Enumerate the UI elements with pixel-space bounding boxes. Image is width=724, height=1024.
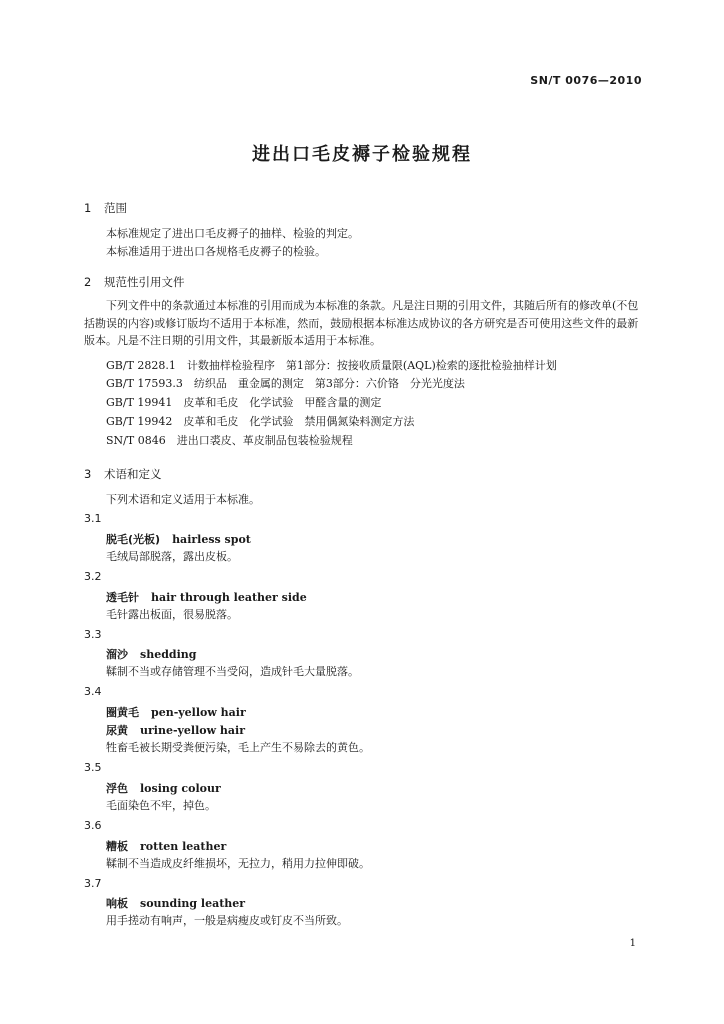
term-en: rotten leather <box>140 840 227 853</box>
section-2-heading <box>84 274 185 290</box>
section-1-heading <box>84 200 127 216</box>
section-title: 规范性引用文件 <box>104 275 185 289</box>
term-zh: 圈黄毛 <box>106 706 139 719</box>
term-definition: 鞣制不当或存储管理不当受闷，造成针毛大量脱落。 <box>106 665 359 678</box>
term-definition: 用手搓动有响声，一般是病瘦皮或钉皮不当所致。 <box>106 914 348 927</box>
term-entry <box>106 589 307 605</box>
term-number: 3.4 <box>84 685 102 698</box>
term-entry <box>106 780 221 796</box>
term-zh: 糟板 <box>106 840 128 853</box>
term-entry <box>106 646 196 662</box>
section-title: 范围 <box>104 201 127 215</box>
document-title: 进出口毛皮褥子检验规程 <box>252 144 472 165</box>
term-en: sounding leather <box>140 897 246 910</box>
reference-item: GB/T 17593.3 纺织品 重金属的测定 第3部分：六价铬 分光光度法 <box>106 377 465 390</box>
term-entry <box>106 895 245 911</box>
term-en: hairless spot <box>172 533 251 546</box>
section-number: 1 <box>84 201 92 215</box>
term-number: 3.3 <box>84 628 102 641</box>
term-entry <box>106 704 246 720</box>
term-definition: 牲畜毛被长期受粪便污染，毛上产生不易除去的黄色。 <box>106 741 370 754</box>
term-zh: 透毛针 <box>106 591 139 604</box>
term-number: 3.6 <box>84 819 102 832</box>
term-number: 3.7 <box>84 877 102 890</box>
section-number: 2 <box>84 275 92 289</box>
term-zh: 尿黄 <box>106 724 128 737</box>
scope-line-1: 本标准规定了进出口毛皮褥子的抽样、检验的判定。 <box>106 227 359 240</box>
term-en: shedding <box>140 648 197 661</box>
term-definition: 鞣制不当造成皮纤维损坏，无拉力，稍用力拉伸即破。 <box>106 857 370 870</box>
reference-item: SN/T 0846 进出口裘皮、革皮制品包装检验规程 <box>106 434 353 447</box>
term-zh: 浮色 <box>106 782 128 795</box>
term-entry <box>106 838 226 854</box>
standard-code: SN/T 0076—2010 <box>530 74 642 87</box>
term-number: 3.2 <box>84 570 102 583</box>
section-number: 3 <box>84 467 92 481</box>
term-en: pen-yellow hair <box>151 706 246 719</box>
term-en: losing colour <box>140 782 221 795</box>
term-entry-alt <box>106 722 245 738</box>
term-definition: 毛绒局部脱落，露出皮板。 <box>106 550 238 563</box>
term-number: 3.5 <box>84 761 102 774</box>
reference-item: GB/T 19942 皮革和毛皮 化学试验 禁用偶氮染料测定方法 <box>106 415 415 428</box>
term-number: 3.1 <box>84 512 102 525</box>
term-zh: 响板 <box>106 897 128 910</box>
scope-line-2: 本标准适用于进出口各规格毛皮褥子的检验。 <box>106 245 326 258</box>
section-title: 术语和定义 <box>104 467 162 481</box>
term-definition: 毛针露出板面，很易脱落。 <box>106 608 238 621</box>
normative-intro-paragraph: 下列文件中的条款通过本标准的引用而成为本标准的条款。凡是注日期的引用文件，其随后所有的修改单(不包括勘误的内容)或修订版均不适用于本标准，然而，鼓励根据本标准达成协议的各方研究是否可使用这些文件的最新版本。凡是不注日期的引用文件，其最新版本适用于本标准。 <box>84 299 639 347</box>
term-en: urine-yellow hair <box>140 724 246 737</box>
reference-item: GB/T 19941 皮革和毛皮 化学试验 甲醛含量的测定 <box>106 396 382 409</box>
term-en: hair through leather side <box>151 591 307 604</box>
terms-intro: 下列术语和定义适用于本标准。 <box>106 493 260 506</box>
term-zh: 脱毛(光板) <box>106 533 161 546</box>
term-entry <box>106 531 251 547</box>
term-definition: 毛面染色不牢，掉色。 <box>106 799 216 812</box>
page-number: 1 <box>629 938 636 949</box>
reference-item: GB/T 2828.1 计数抽样检验程序 第1部分：按接收质量限(AQL)检索的逐批检验抽样计划 <box>106 359 557 372</box>
term-zh: 溜沙 <box>106 648 128 661</box>
section-3-heading <box>84 466 162 482</box>
